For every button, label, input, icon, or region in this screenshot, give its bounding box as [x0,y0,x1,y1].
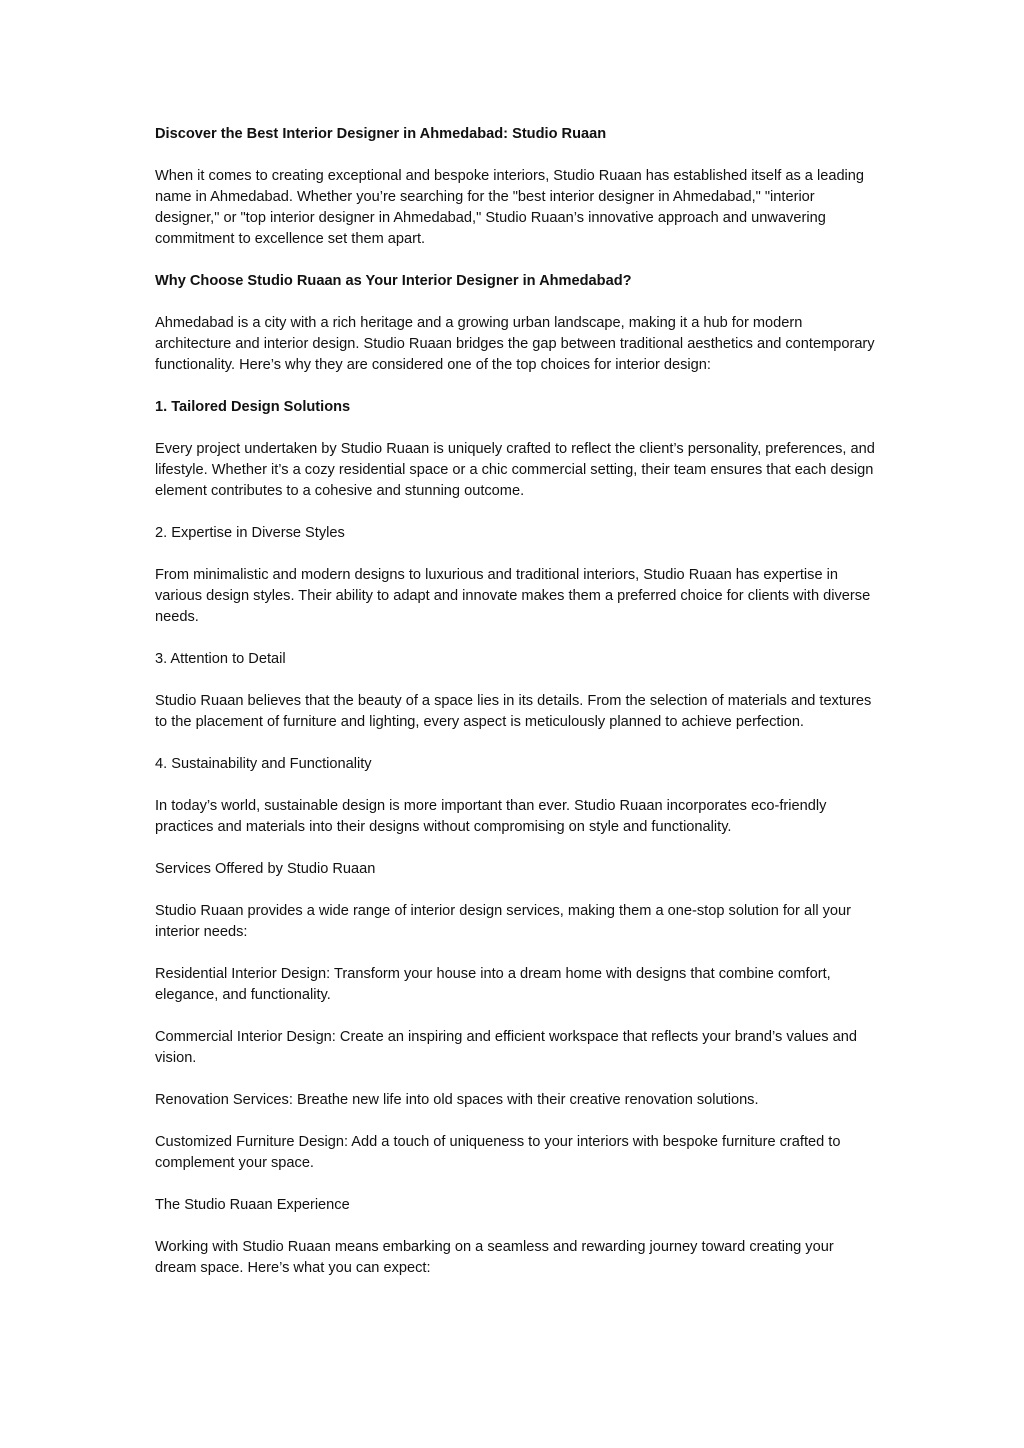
service-furniture: Customized Furniture Design: Add a touch of uniqueness to your interiors with bespoke furniture crafted to complement your space. [155,1134,841,1171]
why-choose-paragraph: Ahmedabad is a city with a rich heritage and a growing urban landscape, making it a hub for modern architecture and interior design. Studio Ruaan bridges the gap between traditional aesthetics and contemporary functionality. Here’s why they are considered one of the top choices for interior design: [155,315,875,373]
document-title: Discover the Best Interior Designer in Ahmedabad: Studio Ruaan [155,126,607,142]
experience-heading: The Studio Ruaan Experience [155,1197,350,1213]
why-choose-heading: Why Choose Studio Ruaan as Your Interior Designer in Ahmedabad? [155,273,632,289]
experience-paragraph: Working with Studio Ruaan means embarking on a seamless and rewarding journey toward creating your dream space. Here’s what you can expect: [155,1239,834,1276]
service-commercial: Commercial Interior Design: Create an inspiring and efficient workspace that reflects your brand’s values and vision. [155,1029,857,1066]
service-residential: Residential Interior Design: Transform your house into a dream home with designs that combine comfort, elegance, and functionality. [155,966,831,1003]
point2-heading: 2. Expertise in Diverse Styles [155,525,345,541]
intro-paragraph: When it comes to creating exceptional and bespoke interiors, Studio Ruaan has established itself as a leading name in Ahmedabad. Whether you’re searching for the "best interior designer in Ahmedabad," "interior designer," or "top interior designer in Ahmedabad," Studio Ruaan’s innovative approach and unwavering commitment to excellence set them apart. [155,168,865,247]
point3-paragraph: Studio Ruaan believes that the beauty of a space lies in its details. From the selection of materials and textures to the placement of furniture and lighting, every aspect is meticulously planned to achieve perfection. [155,693,872,730]
services-intro-paragraph: Studio Ruaan provides a wide range of interior design services, making them a one-stop solution for all your interior needs: [155,903,852,940]
service-renovation: Renovation Services: Breathe new life into old spaces with their creative renovation solutions. [155,1092,759,1108]
point1-heading: 1. Tailored Design Solutions [155,399,351,415]
point1-paragraph: Every project undertaken by Studio Ruaan is uniquely crafted to reflect the client’s personality, preferences, and lifestyle. Whether it’s a cozy residential space or a chic commercial setting, their team ensures that each design element contributes to a cohesive and stunning outcome. [155,441,875,499]
point3-heading: 3. Attention to Detail [155,651,286,667]
services-heading: Services Offered by Studio Ruaan [155,861,376,877]
point4-paragraph: In today’s world, sustainable design is more important than ever. Studio Ruaan incorporates eco-friendly practices and materials into their designs without compromising on style and functionality. [155,798,827,835]
document-body [155,124,875,1300]
point4-heading: 4. Sustainability and Functionality [155,756,372,772]
point2-paragraph: From minimalistic and modern designs to luxurious and traditional interiors, Studio Ruaan has expertise in various design styles. Their ability to adapt and innovate makes them a preferred choice for clients with diverse needs. [155,567,871,625]
